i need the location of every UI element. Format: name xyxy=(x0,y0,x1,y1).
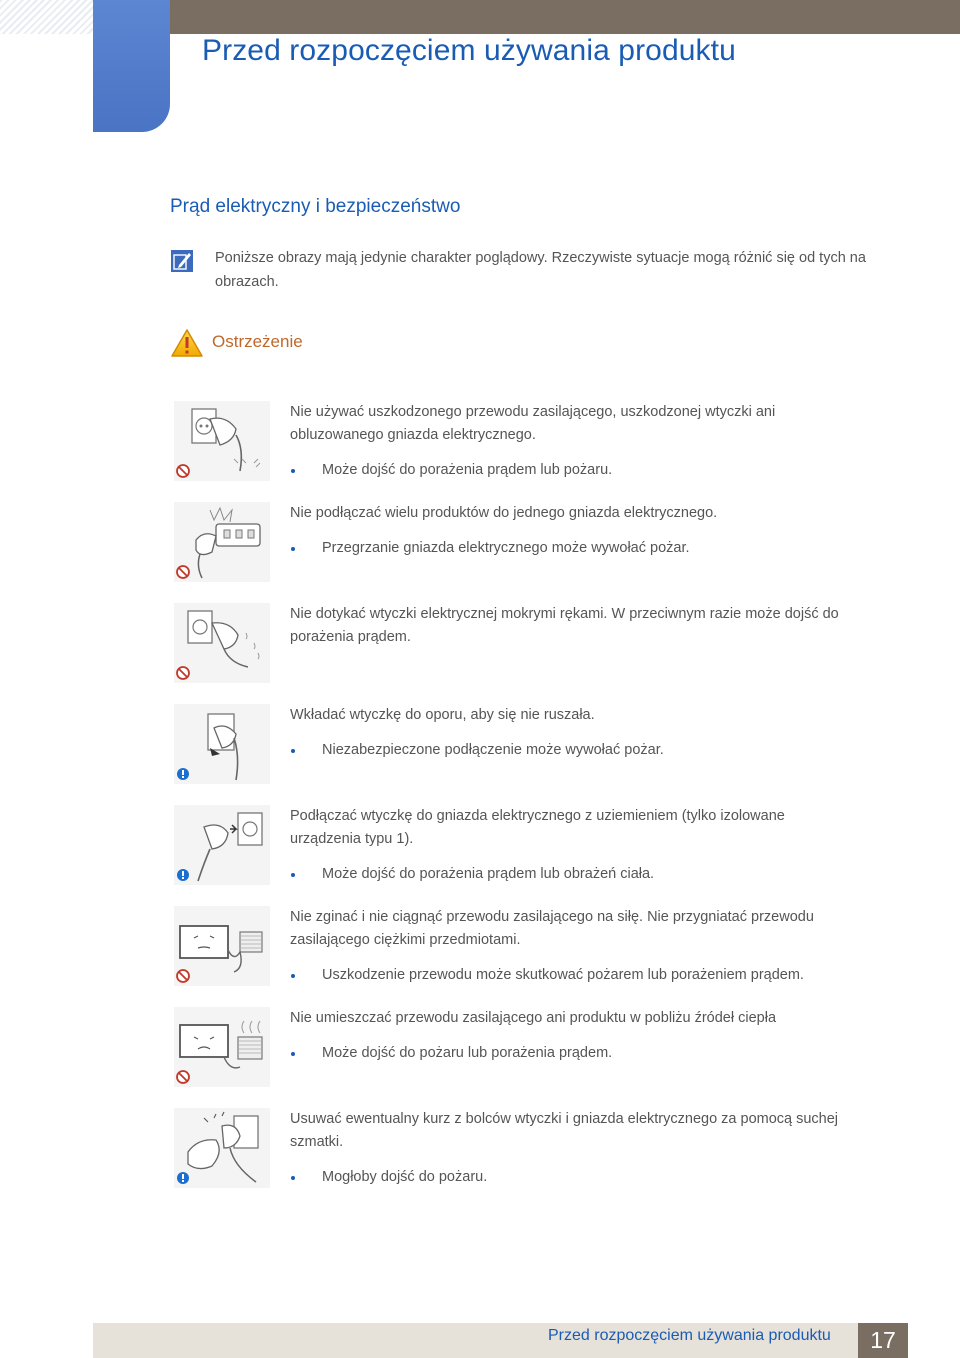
wet-hands-illustration xyxy=(174,603,270,683)
item-bullets xyxy=(290,459,850,482)
power-strip-illustration xyxy=(174,502,270,582)
page-title: Przed rozpoczęciem używania produktu xyxy=(202,34,736,67)
item-content xyxy=(290,1007,850,1065)
footer-edge xyxy=(908,1323,960,1358)
item-content xyxy=(290,603,850,649)
safety-item xyxy=(174,401,934,483)
page-number: 17 xyxy=(858,1323,908,1358)
item-text: Nie dotykać wtyczki elektrycznej mokrymi rękami. W przeciwnym razie może dojść do porażenia prądem. xyxy=(290,606,839,645)
item-bullets xyxy=(290,537,850,560)
illustration-bent-cord xyxy=(174,906,270,986)
item-text: Usuwać ewentualny kurz z bolców wtyczki i gniazda elektrycznego za pomocą suchej szmatki. xyxy=(290,1111,839,1150)
bullet-item: Może dojść do porażenia prądem lub obrażeń ciała. xyxy=(290,863,850,886)
safety-item xyxy=(174,1108,934,1190)
item-text: Nie umieszczać przewodu zasilającego ani produktu w pobliżu źródeł ciepła xyxy=(290,1010,777,1026)
item-text: Nie zginać i nie ciągnąć przewodu zasilającego na siłę. Nie przygniatać przewodu zasilającego ciężkimi przedmiotami. xyxy=(290,909,814,948)
illustration-heat-source xyxy=(174,1007,270,1087)
safety-item xyxy=(174,502,934,584)
item-text: Podłączać wtyczkę do gniazda elektrycznego z uziemieniem (tylko izolowane urządzenia typu 1). xyxy=(290,808,785,847)
bullet-item: Uszkodzenie przewodu może skutkować pożarem lub porażeniem prądem. xyxy=(290,964,850,987)
illustration-grounded-socket xyxy=(174,805,270,885)
item-bullets xyxy=(290,739,850,762)
item-bullets xyxy=(290,1166,850,1189)
damaged-plug-illustration xyxy=(174,401,270,481)
item-bullets xyxy=(290,964,850,987)
item-content xyxy=(290,805,850,886)
item-text: Wkładać wtyczkę do oporu, aby się nie ruszała. xyxy=(290,707,595,723)
note-pencil-icon xyxy=(170,249,194,273)
header-bar xyxy=(170,0,960,34)
safety-item xyxy=(174,603,934,685)
safety-item xyxy=(174,704,934,786)
item-content xyxy=(290,906,850,987)
header-hatch-decoration xyxy=(0,0,93,34)
dust-cleaning-illustration xyxy=(174,1108,270,1188)
item-text: Nie używać uszkodzonego przewodu zasilającego, uszkodzonej wtyczki ani obluzowanego gniazda elektrycznego. xyxy=(290,404,776,443)
safety-item xyxy=(174,805,934,887)
warning-label: Ostrzeżenie xyxy=(212,332,303,351)
bullet-item: Może dojść do pożaru lub porażenia prądem. xyxy=(290,1042,850,1065)
plug-insert-illustration xyxy=(174,704,270,784)
illustration-plug-insert xyxy=(174,704,270,784)
bullet-item: Mogłoby dojść do pożaru. xyxy=(290,1166,850,1189)
item-content xyxy=(290,401,850,482)
item-content xyxy=(290,704,850,762)
item-bullets xyxy=(290,863,850,886)
item-content xyxy=(290,1108,850,1189)
bent-cord-illustration xyxy=(174,906,270,986)
warning-triangle-icon xyxy=(170,328,204,358)
item-text: Nie podłączać wielu produktów do jednego gniazda elektrycznego. xyxy=(290,505,718,521)
bullet-item: Przegrzanie gniazda elektrycznego może wywołać pożar. xyxy=(290,537,850,560)
bullet-item: Może dojść do porażenia prądem lub pożaru. xyxy=(290,459,850,482)
illustration-wet-hands xyxy=(174,603,270,683)
heat-source-illustration xyxy=(174,1007,270,1087)
illustration-damaged-plug xyxy=(174,401,270,481)
item-content xyxy=(290,502,850,560)
footer-chapter-title: Przed rozpoczęciem używania produktu xyxy=(548,1327,831,1344)
safety-item xyxy=(174,1007,934,1089)
section-title: Prąd elektryczny i bezpieczeństwo xyxy=(170,196,461,217)
illustration-power-strip xyxy=(174,502,270,582)
illustration-dust-cleaning xyxy=(174,1108,270,1188)
grounded-socket-illustration xyxy=(174,805,270,885)
header-tab xyxy=(93,0,170,132)
item-bullets xyxy=(290,1042,850,1065)
note-text: Poniższe obrazy mają jedynie charakter poglądowy. Rzeczywiste sytuacje mogą różnić się od tych na obrazach. xyxy=(215,250,866,290)
bullet-item: Niezabezpieczone podłączenie może wywołać pożar. xyxy=(290,739,850,762)
safety-item xyxy=(174,906,934,988)
